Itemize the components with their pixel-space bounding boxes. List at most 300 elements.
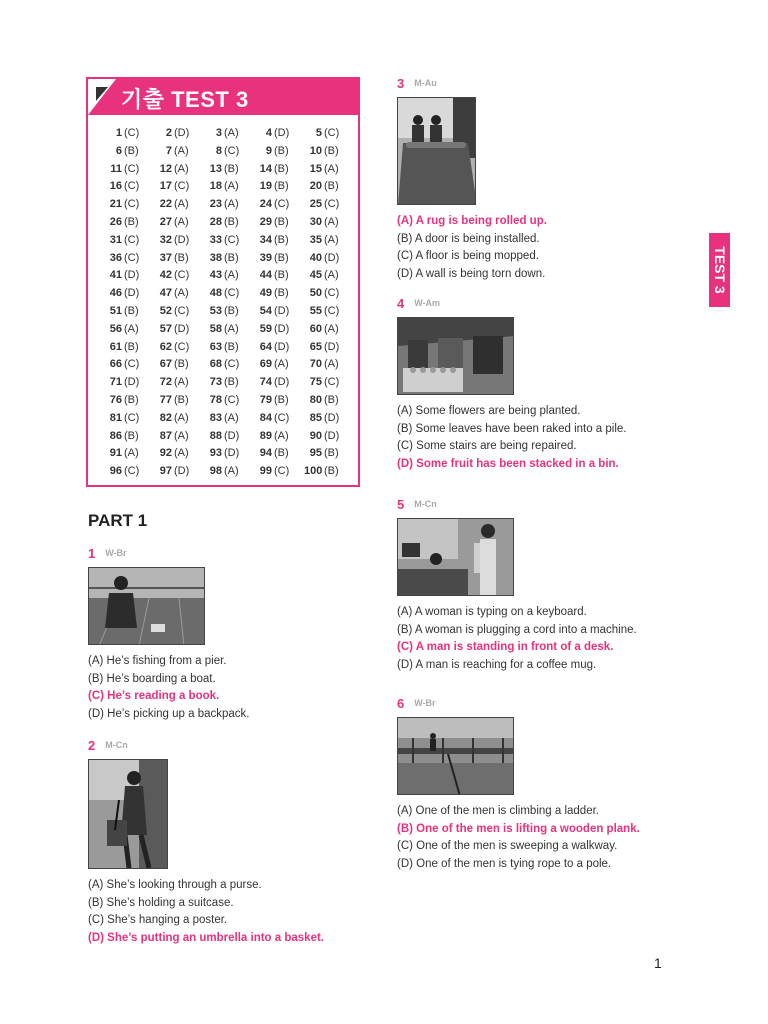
answer-key-number: 62 [159,340,172,353]
speaker-code: M-Au [414,78,437,88]
answer-key-entry [248,374,298,390]
answer-key-number: 86 [109,429,122,442]
answer-key-number: 25 [309,198,322,211]
photo-woman-umbrella-basket [88,759,168,869]
question-5 [397,496,637,674]
answer-key-number: 90 [309,429,322,442]
answer-key-number: 14 [259,162,272,175]
answer-key-entry [248,214,298,230]
answer-key-choice: (B) [174,251,189,264]
answer-key-choice: (B) [224,340,239,353]
answer-key-entry [148,410,198,426]
answer-key-number: 26 [109,215,122,228]
answer-key-entry [198,196,248,212]
answer-key-choice: (A) [124,322,139,335]
answer-key-number: 61 [109,340,122,353]
answer-options [397,803,640,873]
answer-key-entry [148,196,198,212]
answer-key-number: 5 [315,127,322,139]
answer-key-entry [298,392,348,408]
answer-key-entry [148,178,198,194]
answer-key-number: 21 [109,198,122,211]
answer-key-entry [198,303,248,319]
answer-key-choice: (C) [174,180,190,193]
answer-key-number: 13 [209,162,222,175]
answer-option: (B) Some leaves have been raked into a pile. [397,422,627,435]
answer-key-entry [198,339,248,355]
answer-key-choice: (C) [124,198,140,211]
answer-key-entry [98,285,148,301]
answer-key-number: 58 [209,322,222,335]
answer-key-number: 57 [159,322,172,335]
answer-key-entry [148,125,198,141]
answer-key-entry [148,445,198,461]
answer-key-choice: (A) [174,429,189,442]
answer-key-number: 1 [115,127,122,139]
speaker-code: M-Cn [105,740,128,750]
answer-key-number: 60 [309,322,322,335]
answer-key-number: 20 [309,180,322,193]
answer-option: (D) A wall is being torn down. [397,267,546,280]
answer-key-entry [98,463,148,479]
answer-key-choice: (C) [124,127,140,139]
answer-key-choice: (A) [224,180,239,193]
answer-key-entry [198,161,248,177]
answer-key-number: 80 [309,393,322,406]
answer-key-number: 93 [209,447,222,460]
answer-key-entry [198,374,248,390]
answer-key-choice: (C) [124,180,140,193]
answer-key-entry [98,125,148,141]
answer-key-choice: (A) [324,358,339,371]
correct-answer-option: (A) A rug is being rolled up. [397,215,547,227]
answer-key-entry [298,250,348,266]
answer-key-number: 32 [159,233,172,246]
answer-key-entry [148,267,198,283]
answer-key-number: 98 [209,465,222,478]
answer-key-entry [248,445,298,461]
answer-key-entry [298,463,348,479]
answer-key-number: 9 [265,144,272,157]
answer-key-entry [98,374,148,390]
answer-key-number: 52 [159,304,172,317]
answer-key-choice: (B) [274,447,289,460]
answer-key-entry [98,428,148,444]
answer-option: (C) She’s hanging a poster. [88,914,228,926]
question-4 [397,295,627,473]
answer-key-choice: (C) [224,393,240,406]
answer-key-choice: (D) [274,304,290,317]
answer-key-choice: (D) [274,376,290,389]
answer-key-number: 27 [159,215,172,228]
answer-key-number: 69 [259,358,272,371]
answer-key-choice: (A) [124,447,139,460]
answer-option: (A) Some flowers are being planted. [397,405,581,417]
answer-key-number: 79 [259,393,272,406]
photo-fruit-stand [397,317,514,395]
answer-key-choice: (B) [274,144,289,157]
answer-key-number: 84 [259,411,272,424]
answer-key-entry [298,428,348,444]
answer-key-entry [198,267,248,283]
answer-option: (A) He’s fishing from a pier. [88,655,227,667]
answer-option: (B) He’s boarding a boat. [88,672,216,685]
answer-key-entry [298,321,348,337]
answer-key-choice: (B) [274,233,289,246]
answer-key-choice: (C) [124,465,140,478]
answer-key-choice: (C) [124,358,140,371]
answer-key-entry [298,232,348,248]
answer-key-number: 19 [259,180,272,193]
speaker-code: W-Am [414,298,441,308]
answer-key-choice: (A) [274,358,289,371]
answer-key-entry [248,161,298,177]
answer-key-entry [148,143,198,159]
answer-key-choice: (C) [124,411,140,424]
answer-options [397,213,547,283]
answer-key-entry [98,339,148,355]
question-number: 4 [397,295,405,311]
answer-key-choice: (B) [274,180,289,193]
answer-key-number: 12 [159,162,172,175]
answer-key-number: 4 [265,127,272,139]
answer-key-entry [198,321,248,337]
answer-key-choice: (B) [224,376,239,389]
answer-key-choice: (A) [174,287,189,300]
answer-key-number: 31 [109,233,122,246]
answer-key-entry [198,214,248,230]
answer-key-number: 41 [109,269,122,282]
question-number: 1 [88,545,96,561]
answer-key-entry [298,267,348,283]
answer-key-entry [298,143,348,159]
answer-key-choice: (A) [324,215,339,228]
answer-key-entry [98,196,148,212]
question-number: 5 [397,496,405,512]
answer-key-number: 56 [109,322,122,335]
answer-key-entry [148,285,198,301]
answer-key-number: 22 [159,198,172,211]
answer-key-choice: (A) [174,411,189,424]
answer-key-number: 23 [209,198,222,211]
answer-key-entry [248,356,298,372]
answer-option: (B) She’s holding a suitcase. [88,896,234,909]
answer-key-choice: (C) [324,376,340,389]
answer-key-number: 28 [209,215,222,228]
answer-key-choice: (C) [174,340,190,353]
answer-key-entry [98,232,148,248]
answer-key-choice: (C) [174,269,190,282]
answer-key-number: 15 [309,162,322,175]
answer-key-entry [98,410,148,426]
answer-key-number: 51 [109,304,122,317]
answer-key-entry [248,125,298,141]
answer-key-entry [198,356,248,372]
answer-key-entry [298,303,348,319]
answer-key-entry [248,410,298,426]
answer-option: (D) One of the men is tying rope to a pole. [397,857,612,870]
answer-key-entry [198,143,248,159]
part-title: PART 1 [88,511,148,530]
answer-key-choice: (C) [124,251,140,264]
answer-key-choice: (D) [324,429,340,442]
answer-key-entry [298,285,348,301]
answer-key-choice: (B) [274,393,289,406]
answer-key-number: 33 [209,233,222,246]
answer-key-entry [148,463,198,479]
answer-key-entry [98,321,148,337]
answer-key-number: 10 [309,144,322,157]
photo-men-on-scaffolding [397,717,514,795]
test-side-tab [709,233,730,307]
answer-key-choice: (C) [324,287,340,300]
answer-option: (C) One of the men is sweeping a walkway. [397,840,618,852]
answer-key-choice: (D) [274,340,290,353]
answer-key-entry [98,143,148,159]
answer-key-number: 75 [309,376,322,389]
answer-key-entry [298,214,348,230]
answer-key-choice: (B) [124,144,139,157]
answer-key-entry [298,125,348,141]
answer-option: (B) A door is being installed. [397,232,540,245]
answer-key-number: 42 [159,269,172,282]
answer-key-choice: (C) [124,162,140,175]
answer-key-choice: (A) [224,127,239,139]
answer-key-number: 35 [309,233,322,246]
answer-key-number: 71 [109,376,122,389]
answer-key-number: 54 [259,304,272,317]
answer-key-box [86,77,360,487]
answer-key-choice: (B) [324,144,339,157]
answer-option: (D) He’s picking up a backpack. [88,707,250,720]
answer-key-entry [198,285,248,301]
answer-key-entry [98,250,148,266]
answer-key-number: 92 [159,447,172,460]
answer-key-entry [148,356,198,372]
answer-key-entry [248,339,298,355]
answer-key-entry [98,214,148,230]
answer-key-number: 70 [309,358,322,371]
answer-options [397,403,627,473]
answer-key-number: 43 [209,269,222,282]
answer-key-number: 47 [159,287,172,300]
answer-key-choice: (B) [124,215,139,228]
answer-key-choice: (A) [174,376,189,389]
answer-key-entry [148,214,198,230]
answer-key-entry [248,178,298,194]
answer-key-number: 85 [309,411,322,424]
answer-key-number: 18 [209,180,222,193]
answer-key-number: 2 [165,127,172,139]
answer-key-choice: (C) [324,304,340,317]
answer-key-entry [148,321,198,337]
answer-key-choice: (B) [274,162,289,175]
question-6 [397,695,640,873]
answer-key-number: 99 [259,465,272,478]
answer-key-choice: (B) [124,304,139,317]
answer-key-entry [198,445,248,461]
answer-key-number: 11 [110,162,122,175]
answer-key-number: 6 [115,144,122,157]
answer-option: (A) She’s looking through a purse. [88,879,262,891]
answer-key-number: 30 [309,215,322,228]
answer-key-entry [248,250,298,266]
question-2 [88,737,324,947]
answer-key-choice: (B) [174,358,189,371]
answer-key-entry [298,410,348,426]
answer-key-entry [148,339,198,355]
answer-key-choice: (B) [324,180,339,193]
answer-key-number: 67 [159,358,172,371]
answer-key-entry [198,125,248,141]
answer-key-entry [98,445,148,461]
answer-key-number: 82 [159,411,172,424]
answer-key-number: 29 [259,215,272,228]
page-number: 1 [654,955,662,971]
answer-key-choice: (D) [274,322,290,335]
answer-key-choice: (B) [324,447,339,460]
answer-key-choice: (A) [174,447,189,460]
answer-key-entry [298,339,348,355]
answer-key-choice: (C) [224,233,240,246]
answer-key-choice: (A) [224,411,239,424]
answer-key-number: 48 [209,287,222,300]
answer-key-number: 78 [209,393,222,406]
answer-options [397,604,637,674]
answer-key-choice: (A) [324,233,339,246]
answer-option: (C) A floor is being mopped. [397,250,539,262]
answer-key-choice: (C) [324,198,340,211]
answer-key-number: 66 [109,358,122,371]
answer-key-choice: (B) [324,393,339,406]
answer-key-choice: (B) [174,393,189,406]
answer-key-number: 89 [259,429,272,442]
answer-key-number: 16 [109,180,122,193]
photo-rug-rolled-up [397,97,476,205]
answer-key-number: 88 [209,429,222,442]
question-number: 2 [88,737,96,753]
answer-key-number: 44 [259,269,272,282]
question-number: 6 [397,695,405,711]
answer-key-entry [148,428,198,444]
answer-key-number: 83 [209,411,222,424]
answer-key-choice: (A) [324,269,339,282]
answer-key-entry [248,285,298,301]
answer-option: (D) A man is reaching for a coffee mug. [397,658,597,671]
answer-key-number: 97 [159,465,172,478]
answer-key-choice: (B) [224,304,239,317]
answer-key-number: 64 [259,340,272,353]
answer-key-choice: (D) [174,465,190,478]
answer-key-entry [148,161,198,177]
answer-option: (C) Some stairs are being repaired. [397,440,577,452]
answer-key-number: 74 [259,376,272,389]
answer-key-number: 65 [309,340,322,353]
answer-key-entry [98,267,148,283]
answer-key-choice: (A) [174,144,189,157]
answer-key-choice: (C) [174,304,190,317]
answer-key-choice: (D) [324,411,340,424]
answer-key-entry [298,178,348,194]
answer-key-number: 94 [259,447,272,460]
answer-key-entry [198,410,248,426]
answer-key-choice: (A) [324,322,339,335]
answer-key-entry [248,267,298,283]
correct-answer-option: (C) He’s reading a book. [88,690,220,702]
answer-key-number: 38 [209,251,222,264]
question-1 [88,545,250,723]
answer-key-number: 45 [309,269,322,282]
answer-key-choice: (A) [224,198,239,211]
answer-key-entry [148,303,198,319]
answer-key-number: 91 [109,447,122,460]
answer-key-entry [298,196,348,212]
answer-key-entry [248,303,298,319]
answer-key-entry [248,428,298,444]
answer-key-entry [98,356,148,372]
answer-key-number: 53 [209,304,222,317]
answer-key-number: 24 [259,198,272,211]
correct-answer-option: (D) She’s putting an umbrella into a basket. [88,931,324,944]
answer-option: (B) A woman is plugging a cord into a machine. [397,623,637,636]
answer-key-number: 77 [159,393,172,406]
answer-option: (A) A woman is typing on a keyboard. [397,606,587,618]
answer-key-number: 100 [304,465,323,478]
answer-options [88,877,324,947]
answer-key-entry [198,232,248,248]
answer-key-number: 36 [109,251,122,264]
answer-key-grid [98,125,348,479]
answer-key-number: 50 [309,287,322,300]
answer-key-number: 55 [309,304,322,317]
answer-key-choice: (D) [174,127,190,139]
answer-key-number: 59 [259,322,272,335]
answer-key-choice: (D) [324,251,340,264]
answer-key-entry [298,445,348,461]
speaker-code: W-Br [414,698,436,708]
answer-key-entry [148,232,198,248]
answer-key-number: 37 [159,251,172,264]
answer-key-choice: (A) [174,198,189,211]
answer-key-entry [198,428,248,444]
answer-key-number: 95 [309,447,322,460]
answer-key-choice: (C) [124,233,140,246]
answer-key-entry [148,250,198,266]
answer-key-choice: (B) [124,393,139,406]
answer-key-choice: (D) [124,287,140,300]
answer-key-entry [198,392,248,408]
answer-key-number: 76 [109,393,122,406]
answer-key-choice: (B) [224,251,239,264]
correct-answer-option: (D) Some fruit has been stacked in a bin. [397,457,619,470]
answer-key-entry [248,143,298,159]
answer-key-choice: (C) [224,287,240,300]
answer-key-header [88,79,358,115]
answer-key-entry [148,392,198,408]
answer-key-choice: (C) [224,144,240,157]
answer-key-entry [248,392,298,408]
answer-key-choice: (B) [324,465,339,478]
answer-options [88,653,250,723]
answer-key-entry [198,250,248,266]
answer-key-entry [248,321,298,337]
answer-key-number: 8 [215,144,222,157]
side-tab-label: TEST 3 [711,246,728,294]
answer-key-choice: (C) [274,198,290,211]
correct-answer-option: (B) One of the men is lifting a wooden plank. [397,822,640,835]
correct-answer-option: (C) A man is standing in front of a desk. [397,641,614,653]
answer-key-number: 63 [209,340,222,353]
